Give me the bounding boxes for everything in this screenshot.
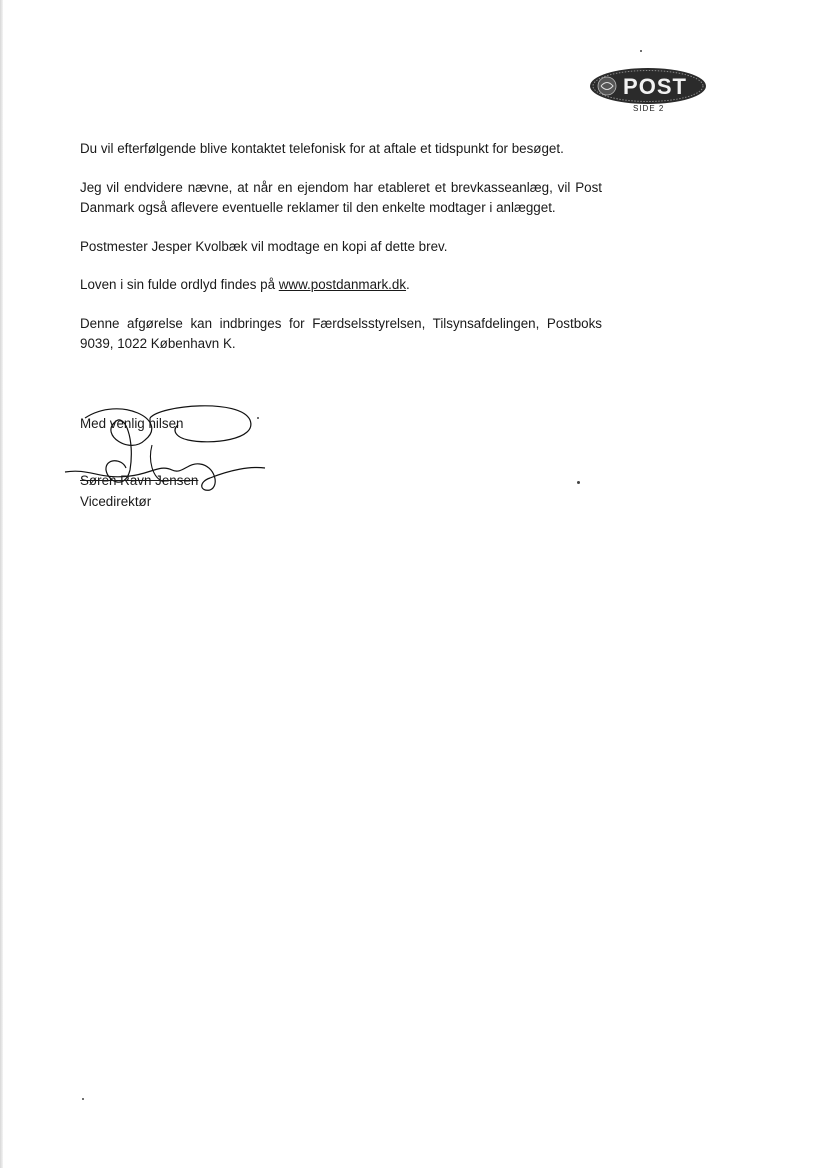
closing-greeting: Med venlig hilsen xyxy=(80,416,184,431)
scan-speck xyxy=(82,1098,84,1100)
paragraph-copy: Postmester Jesper Kvolbæk vil modtage en kopi af dette brev. xyxy=(80,238,448,254)
scan-speck xyxy=(257,417,259,419)
paragraph-contact: Du vil efterfølgende blive kontaktet telefonisk for at aftale et tidspunkt for besøget. xyxy=(80,141,564,156)
law-suffix: . xyxy=(406,277,410,292)
paragraph-law xyxy=(80,275,602,296)
law-text: Loven i sin fulde ordlyd findes på xyxy=(80,277,279,292)
letter-body xyxy=(80,139,602,373)
logo-text: POST xyxy=(623,74,687,99)
paragraph-appeal: Denne afgørelse kan indbringes for Færdselsstyrelsen, Tilsynsafdelingen, Postboks 9039, 1022 København K. xyxy=(80,315,602,351)
website-link[interactable]: www.postdanmark.dk xyxy=(278,277,407,292)
scan-speck xyxy=(640,50,642,52)
page-number-label: SIDE 2 xyxy=(633,104,665,113)
scan-speck xyxy=(577,481,580,484)
signer-title: Vicedirektør xyxy=(80,494,152,509)
scan-edge xyxy=(0,0,3,1168)
paragraph-mailbox: Jeg vil endvidere nævne, at når en ejendom har etableret et brevkasseanlæg, vil Post Danmark også aflevere eventuelle reklamer til den enkelte modtager i anlægget. xyxy=(80,179,602,215)
signer-name: Søren Ravn Jensen xyxy=(80,473,199,488)
post-logo xyxy=(589,66,707,106)
